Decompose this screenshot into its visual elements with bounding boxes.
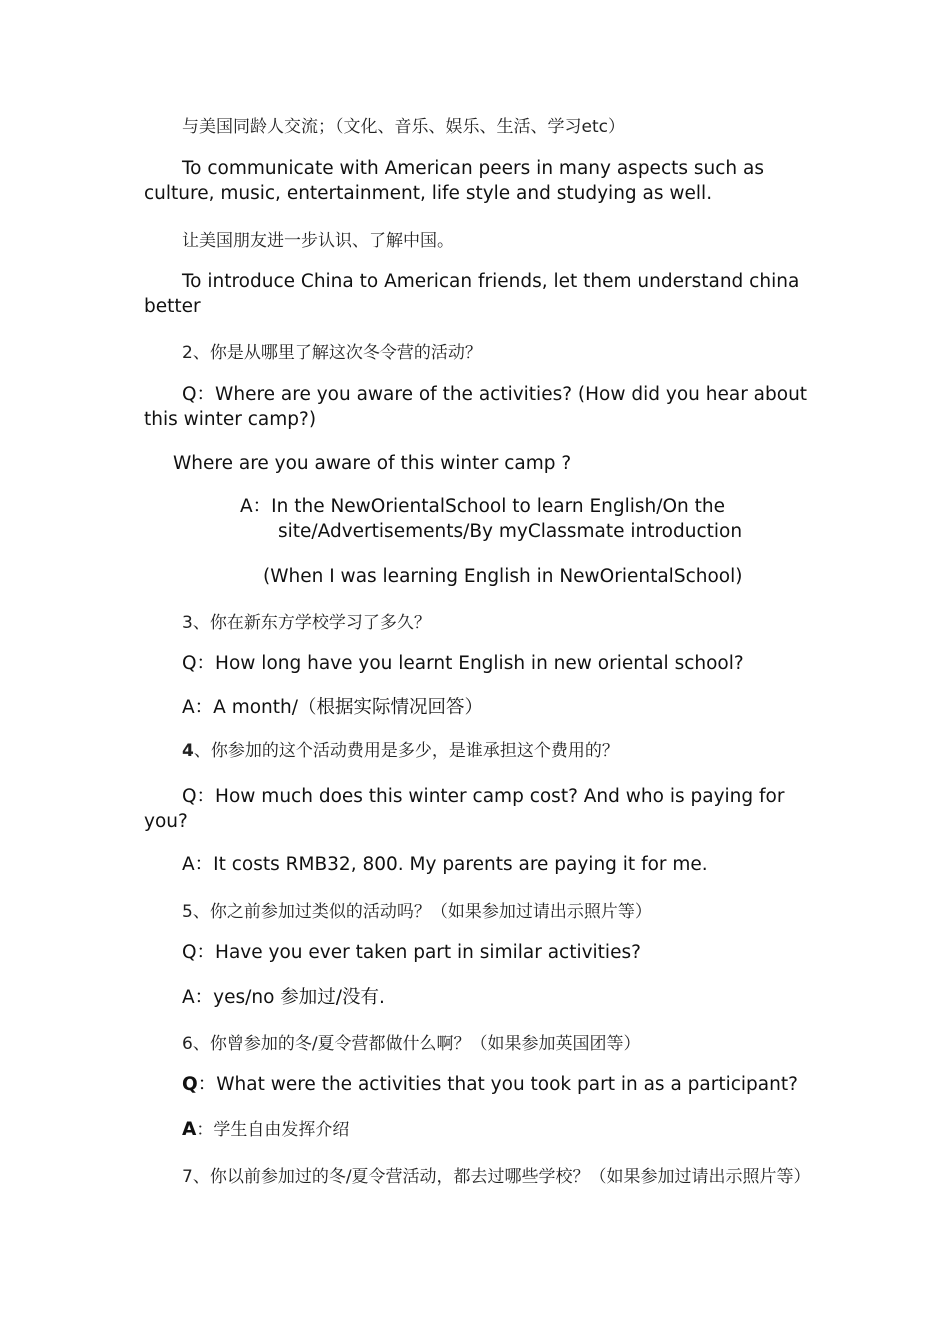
paragraph-introduce-china-cn: 让美国朋友进一步认识、了解中国。 [182,231,454,251]
paragraph-peer-exchange-cn: 与美国同龄人交流；（文化、音乐、娱乐、生活、学习etc） [182,117,625,137]
question-4-number: 4 [182,741,194,761]
answer-2-line-2: site/Advertisements/By myClassmate introduction [278,521,743,542]
question-6-q-label: Q [182,1074,198,1095]
question-2-cn: 2、你是从哪里了解这次冬令营的活动？ [182,343,482,363]
question-5-en: Q：Have you ever taken part in similar activities? [182,942,641,963]
question-6-en [144,1072,814,1097]
question-6-cn: 6、你曾参加的冬/夏令营都做什么啊？（如果参加英国团等） [182,1034,641,1054]
question-4-cn [144,739,814,764]
answer-6-a-label: A [182,1119,197,1140]
question-5-cn: 5、你之前参加过类似的活动吗？（如果参加过请出示照片等） [182,902,652,922]
answer-2-note: (When I was learning English in NewOrientalSchool) [263,566,743,587]
answer-4: A：It costs RMB32, 800. My parents are paying it for me. [182,854,708,875]
answer-2-line-1: A：In the NewOrientalSchool to learn English/On the [240,496,726,517]
answer-6 [144,1117,814,1143]
answer-5: A：yes/no 参加过/没有. [182,987,385,1008]
question-4-text: 、你参加的这个活动费用是多少，是谁承担这个费用的？ [193,741,619,761]
answer-6-text: ：学生自由发挥介绍 [196,1120,350,1140]
question-3-cn: 3、你在新东方学校学习了多久？ [182,613,431,633]
answer-3: A：A month/（根据实际情况回答） [182,697,483,718]
paragraph-introduce-china-en: To introduce China to American friends, let them understand china better [144,271,800,317]
question-3-en: Q：How long have you learnt English in new oriental school? [182,653,744,674]
question-7-cn: 7、你以前参加过的冬/夏令营活动，都去过哪些学校？（如果参加过请出示照片等） [182,1167,811,1187]
question-2-en-alt: Where are you aware of this winter camp ? [173,453,572,474]
question-2-en: Q：Where are you aware of the activities? (How did you hear about this winter camp?) [144,384,808,430]
paragraph-peer-exchange-en: To communicate with American peers in many aspects such as culture, music, entertainment, life style and studying as well. [144,158,765,204]
question-6-en-text: ：What were the activities that you took part in as a participant? [197,1074,798,1095]
question-4-en: Q：How much does this winter camp cost? And who is paying for you? [144,786,785,832]
answer-2 [240,494,800,544]
